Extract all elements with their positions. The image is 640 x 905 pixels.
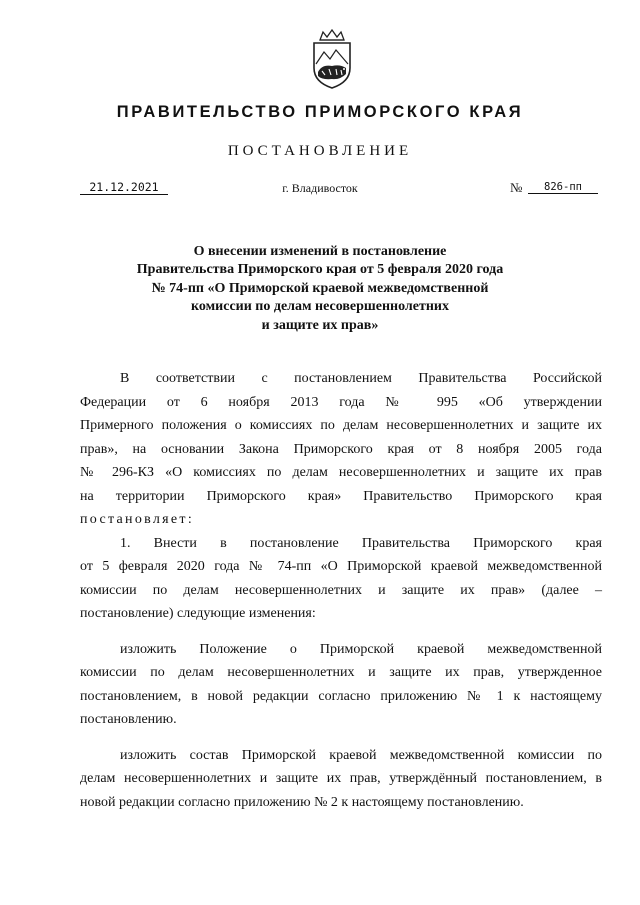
- body-line: постановлению.: [80, 712, 177, 727]
- heading-line: О внесении изменений в постановление: [193, 244, 447, 259]
- body-line: на территории Приморского края» Правительство Приморского края: [80, 488, 602, 504]
- body-line: изложить состав Приморской краевой межведомственной комиссии по: [120, 747, 602, 763]
- government-title: ПРАВИТЕЛЬСТВО ПРИМОРСКОГО КРАЯ: [116, 103, 524, 121]
- body-line: постановляет:: [80, 512, 195, 527]
- document-body: [80, 367, 602, 814]
- heading-line: Правительства Приморского края от 5 февраля 2020 года: [136, 262, 504, 278]
- body-line: от 5 февраля 2020 года № 74-пп «О Приморской краевой межведомственной: [80, 559, 602, 574]
- document-meta-row: [0, 180, 640, 200]
- body-line: изложить Положение о Приморской краевой межведомственной: [120, 641, 602, 657]
- paragraph-change-1: [80, 638, 602, 732]
- body-line: Федерации от 6 ноября 2013 года № 995 «Об утверждении: [80, 394, 602, 410]
- body-line: делам несовершеннолетних и защите их прав, утверждённый постановлением, в: [80, 771, 602, 786]
- heading-line: и защите их прав»: [261, 317, 379, 333]
- coat-of-arms-emblem: [302, 28, 362, 90]
- body-line: 1. Внести в постановление Правительства Приморского края: [120, 535, 602, 551]
- document-city: г. Владивосток: [282, 181, 358, 195]
- body-line: прав», на основании Закона Приморского края от 8 ноября 2005 года: [80, 441, 602, 457]
- body-line: постановление) следующие изменения:: [80, 606, 316, 621]
- heading-line: комиссии по делам несовершеннолетних: [191, 299, 449, 315]
- document-number: 826-пп: [528, 181, 598, 194]
- paragraph-change-2: [80, 744, 602, 815]
- body-line: новой редакции согласно приложению № 2 к настоящему постановлению.: [80, 794, 524, 810]
- document-date: 21.12.2021: [80, 180, 168, 195]
- body-line: комиссии по делам несовершеннолетних и защите их прав» (далее –: [80, 582, 602, 598]
- heading-line: № 74-пп «О Приморской краевой межведомственной: [151, 280, 489, 296]
- body-line: Примерного положения о комиссиях по делам несовершеннолетних и защите их: [80, 418, 602, 433]
- body-line: № 296-КЗ «О комиссиях по делам несовершеннолетних и защите их прав: [80, 465, 602, 480]
- number-sign: №: [510, 180, 523, 195]
- paragraph-preamble: [80, 367, 602, 532]
- document-heading: [0, 243, 640, 335]
- paragraph-item-1: [80, 532, 602, 626]
- body-line: В соответствии с постановлением Правительства Российской: [120, 371, 602, 386]
- body-line: постановлением, в новой редакции согласно приложению № 1 к настоящему: [80, 688, 602, 704]
- body-line: комиссии по делам несовершеннолетних и защите их прав, утвержденное: [80, 665, 602, 680]
- document-type: ПОСТАНОВЛЕНИЕ: [227, 143, 413, 159]
